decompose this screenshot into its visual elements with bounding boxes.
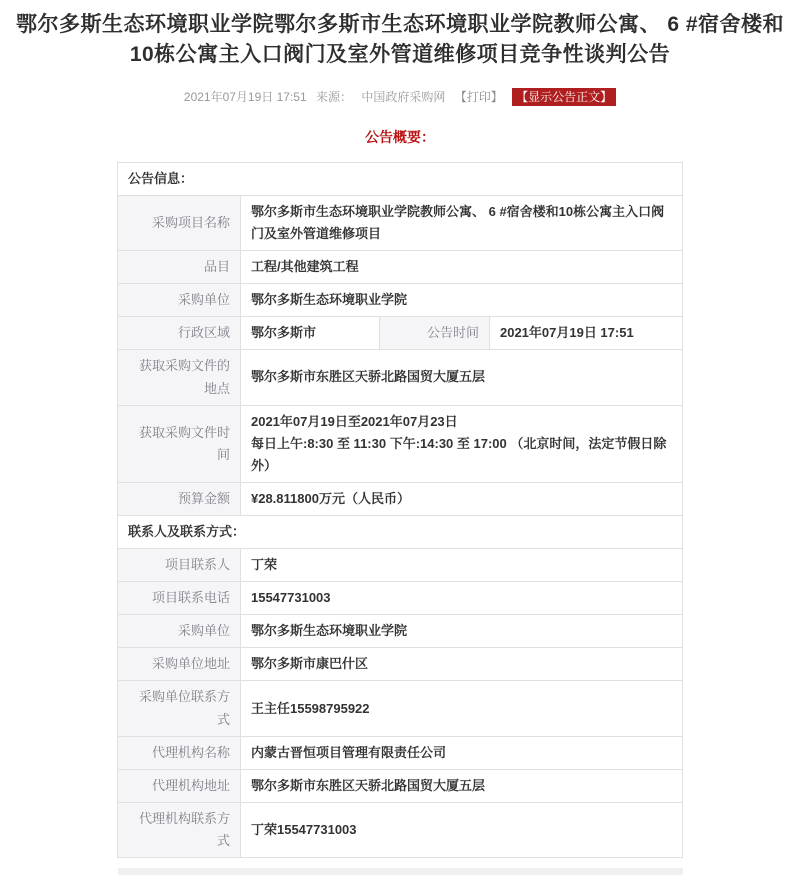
row-label: 品目: [117, 251, 240, 284]
doc-time-line2: 每日上午:8:30 至 11:30 下午:14:30 至 17:00 （北京时间，法定节假日除外）: [250, 435, 667, 473]
section-title: 公告信息：: [117, 162, 682, 195]
table-row: [117, 549, 682, 582]
summary-heading: 公告概要：: [365, 128, 435, 145]
table-row: [117, 350, 682, 405]
table-row: [117, 615, 682, 648]
source-name: 中国政府采购网: [361, 89, 446, 104]
row-value: 2021年07月19日 17:51: [489, 317, 682, 350]
row-value: 丁荣: [240, 549, 682, 582]
row-label: 项目联系电话: [117, 582, 240, 615]
section-header-contacts: [117, 516, 682, 549]
row-label: 获取采购文件时间: [117, 405, 240, 482]
row-value: 鄂尔多斯生态环境职业学院: [240, 615, 682, 648]
row-label: 行政区域: [117, 317, 240, 350]
row-value: 鄂尔多斯市东胜区天骄北路国贸大厦五层: [240, 350, 682, 405]
row-value: 15547731003: [240, 582, 682, 615]
row-value: [240, 405, 682, 482]
row-label: 代理机构名称: [117, 736, 240, 769]
row-value: 内蒙古晋恒项目管理有限责任公司: [240, 736, 682, 769]
row-label: 获取采购文件的地点: [117, 350, 240, 405]
section-title: 联系人及联系方式：: [117, 516, 682, 549]
row-label: 代理机构地址: [117, 769, 240, 802]
source-label: 来源：: [316, 89, 353, 104]
row-value: 丁荣15547731003: [240, 802, 682, 857]
table-row: [117, 736, 682, 769]
row-label: 采购项目名称: [117, 195, 240, 250]
row-value: 王主任15598795922: [240, 681, 682, 736]
announcement-table: [117, 162, 683, 858]
row-value: 鄂尔多斯市康巴什区: [240, 648, 682, 681]
table-row: [117, 251, 682, 284]
row-value: 鄂尔多斯市东胜区天骄北路国贸大厦五层: [240, 769, 682, 802]
row-label: 采购单位联系方式: [117, 681, 240, 736]
table-row: [117, 648, 682, 681]
show-notice-button[interactable]: 【显示公告正文】: [512, 88, 616, 106]
page-title: 鄂尔多斯生态环境职业学院鄂尔多斯市生态环境职业学院教师公寓、 6 #宿舍楼和10栋公寓主入口阀门及室外管道维修项目竞争性谈判公告: [15, 13, 785, 67]
publish-datetime: 2021年07月19日 17:51: [183, 89, 307, 104]
row-label: 代理机构联系方式: [117, 802, 240, 857]
row-label: 项目联系人: [117, 549, 240, 582]
table-row: [117, 195, 682, 250]
table-row: [117, 482, 682, 515]
table-row-split: [117, 317, 682, 350]
row-value: 鄂尔多斯生态环境职业学院: [240, 284, 682, 317]
table-row: [117, 769, 682, 802]
table-row: [117, 681, 682, 736]
row-label: 采购单位: [117, 284, 240, 317]
table-row: [117, 284, 682, 317]
row-label: 采购单位地址: [117, 648, 240, 681]
table-row: [117, 582, 682, 615]
doc-time-line1: 2021年07月19日至2021年07月23日: [250, 413, 458, 429]
row-label: 采购单位: [117, 615, 240, 648]
table-row: [117, 802, 682, 857]
table-row: [117, 405, 682, 482]
print-button[interactable]: 【打印】: [454, 89, 503, 104]
row-label: 公告时间: [379, 317, 489, 350]
next-section-strip: [118, 868, 683, 875]
row-value: 工程/其他建筑工程: [240, 251, 682, 284]
meta-line: [0, 88, 800, 105]
row-value: 鄂尔多斯市: [240, 317, 379, 350]
row-value: ¥28.811800万元（人民币）: [240, 482, 682, 515]
row-label: 预算金额: [117, 482, 240, 515]
section-header-info: [117, 162, 682, 195]
row-value: 鄂尔多斯市生态环境职业学院教师公寓、 6 #宿舍楼和10栋公寓主入口阀门及室外管道维修项目: [240, 195, 682, 250]
